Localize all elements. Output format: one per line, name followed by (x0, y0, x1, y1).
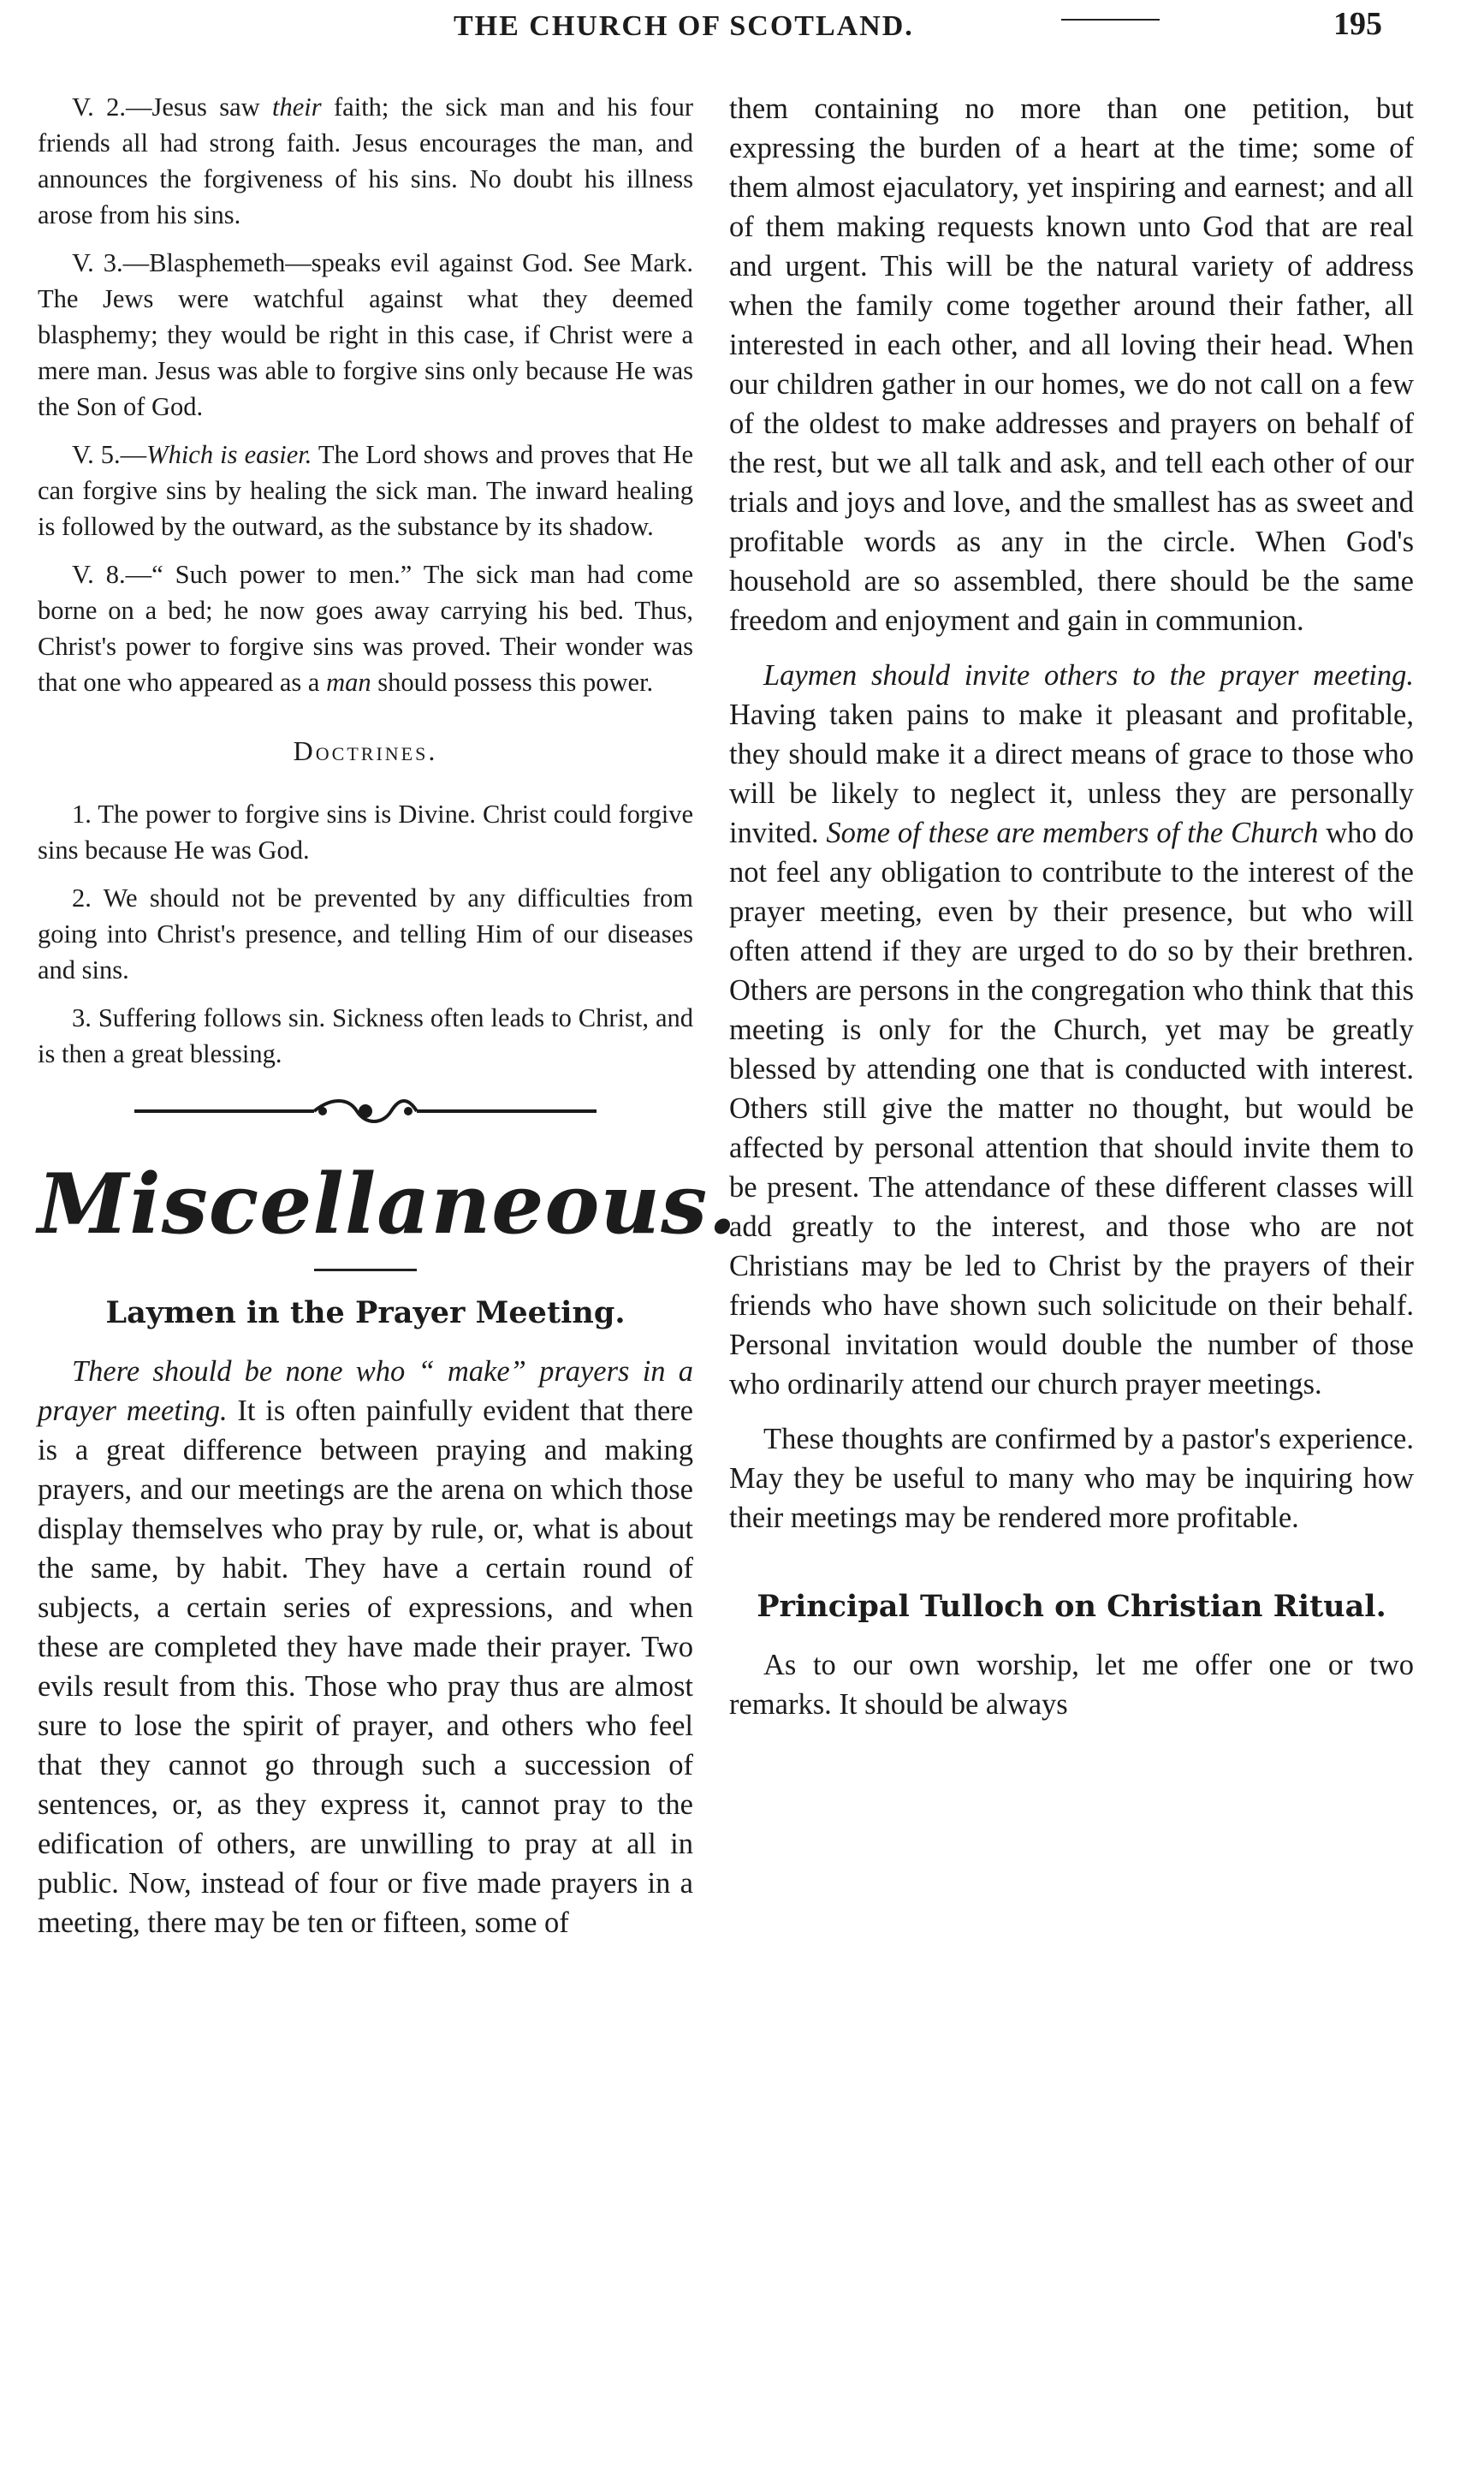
running-title: THE CHURCH OF SCOTLAND. (454, 10, 914, 42)
section-rule (314, 1269, 417, 1271)
article-paragraph: them containing no more than one petition, but expressing the burden of a heart at the time; some of them almost ejaculatory, yet inspiring and earnest; and all of them making requests known unto God that are real and urgent. This will be the natural variety of address when the family come together around their father, all interested in each other, and all loving their head. When our children gather in our homes, we do not call on a few of the oldest to make addresses and prayers on behalf of the rest, but we all talk and ask, and tell each other of our trials and joys and love, and the smallest has as sweet and profitable words as any in the circle. When God's household are so assembled, there should be the same freedom and enjoyment and gain in communion. (729, 92, 1414, 637)
spacer (729, 1553, 1414, 1587)
doctrine-item: 2. We should not be prevented by any difficulties from going into Christ's presence, and telling Him of our diseases and sins. (38, 883, 693, 984)
section-title: Miscellaneous. (38, 1156, 738, 1252)
verse-note-v5: V. 5.—Which is easier. The Lord shows and proves that He can forgive sins by healing the sick man. The inward healing is followed by the outward, as the substance by its shadow. (38, 440, 693, 541)
article2-paragraph: As to our own worship, let me offer one or two remarks. It should be always (729, 1649, 1414, 1721)
article-paragraph: Laymen should invite others to the prayer meeting. Having taken pains to make it pleasant and profitable, they should make it a direct means of grace to those who will be likely to neglect it, unless they are personally invited. Some of these are members of the Church who do not feel any obligation to contribute to the interest of the prayer meeting, even by their presence, but who will often attend if they are urged to do so by their brethren. Others are persons in the congregation who think that this meeting is only for the Church, yet may be greatly blessed by attending one that is conducted with interest. Others still give the matter no thought, but would be affected by personal attention that should invite them to be present. The attendance of these different classes will add greatly to the interest, and those who are not Christians may be led to Christ by the prayers of their friends who have shown such solicitude on their behalf. Personal invitation would double the number of those who ordinarily attend our church prayer meetings. (729, 659, 1414, 1401)
doctrine-item: 1. The power to forgive sins is Divine. Christ could forgive sins because He was God. (38, 800, 693, 865)
page-number: 195 (1333, 6, 1382, 42)
right-column (729, 89, 1414, 1740)
ornamental-divider (126, 1094, 605, 1128)
doctrine-item: 3. Suffering follows sin. Sickness often leads to Christ, and is then a great blessing. (38, 1003, 693, 1068)
page-header (0, 0, 1484, 77)
article2-title: Principal Tulloch on Christian Ritual. (757, 1589, 1386, 1624)
doctrines-heading: Doctrines. (293, 735, 438, 766)
left-column (38, 89, 738, 1958)
article-paragraph: These thoughts are confirmed by a pastor's experience. May they be useful to many who may be inquiring how their meetings may be rendered more profitable. (729, 1423, 1414, 1534)
verse-note-v3: V. 3.—Blasphemeth—speaks evil against God. See Mark. The Jews were watchful against what they deemed blasphemy; they would be right in this case, if Christ were a mere man. Jesus was able to forgive sins only because He was the Son of God. (38, 248, 693, 421)
article-title: Laymen in the Prayer Meeting. (105, 1295, 626, 1330)
verse-note-v8: V. 8.—“ Such power to men.” The sick man had come borne on a bed; he now goes away carrying his bed. Thus, Christ's power to forgive sins was proved. Their wonder was that one who appeared as a man should possess this power. (38, 560, 693, 697)
header-rule (1061, 19, 1160, 21)
verse-note-v2: V. 2.—Jesus saw their faith; the sick man and his four friends all had strong faith. Jesus encourages the man, and announces the forgiveness of his sins. No doubt his illness arose from his sins. (38, 92, 693, 229)
article-paragraph: There should be none who “ make” prayers in a prayer meeting. It is often painfully evident that there is a great difference between praying and making prayers, and our meetings are the arena on which those display themselves who pray by rule, or, what is about the same, by habit. They have a certain round of subjects, a certain series of expressions, and when these are completed they have made their prayer. Two evils result from this. Those who pray thus are almost sure to lose the spirit of prayer, and others who feel that they cannot go through such a succession of sentences, or, as they express it, cannot pray to the edification of others, are unwilling to pray at all in public. Now, instead of four or five made prayers in a meeting, there may be ten or fifteen, some of (38, 1355, 693, 1939)
